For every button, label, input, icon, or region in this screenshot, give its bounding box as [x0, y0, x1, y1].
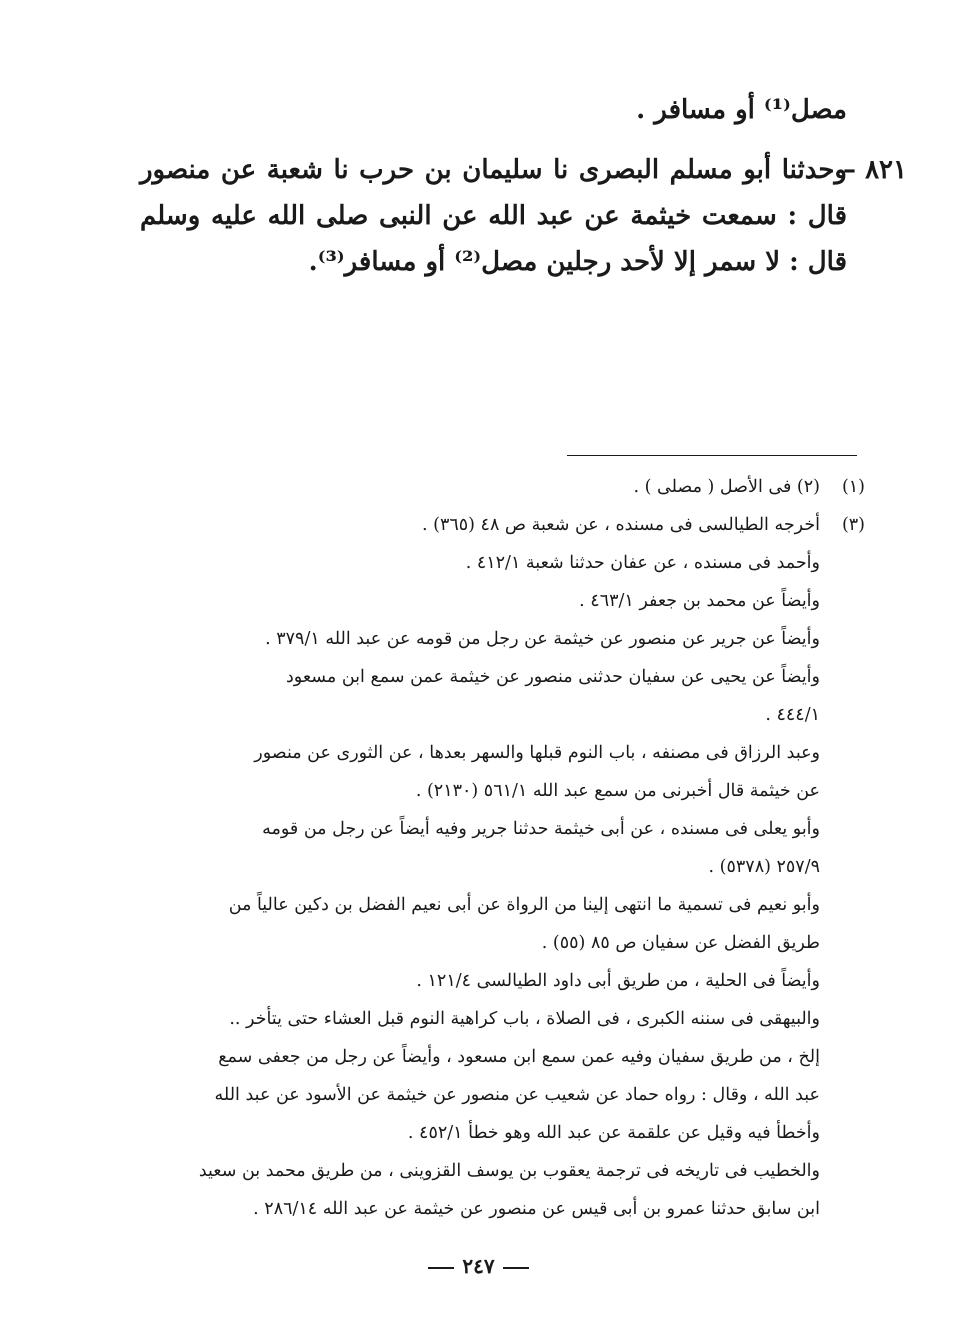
footnote-line: والبيهقى فى سننه الكبرى ، فى الصلاة ، باب كراهية النوم قبل العشاء حتى يتأخر ..	[229, 1009, 820, 1029]
footnote-line: وأيضاً عن جرير عن منصور عن خيثمة عن رجل من قومه عن عبد الله ٣٧٩/١ .	[265, 629, 820, 649]
footnote-line: وعبد الرزاق فى مصنفه ، باب النوم قبلها والسهر بعدها ، عن الثورى عن منصور	[254, 743, 820, 763]
footnote-number-3: (٣)	[841, 515, 865, 535]
footnote-line: وأيضاً فى الحلية ، من طريق أبى داود الطيالسى ١٢١/٤ .	[416, 971, 820, 991]
dash-right	[503, 1267, 529, 1269]
main-line-2: وحدثنا أبو مسلم البصرى نا سليمان بن حرب نا شعبة عن منصور	[140, 155, 847, 185]
page-number: ٢٤٧	[462, 1254, 495, 1278]
footnote-line: إلخ ، من طريق سفيان وفيه عمن سمع ابن مسعود ، وأيضاً عن رجل من جعفى سمع	[218, 1047, 820, 1067]
main-line-1: مصل⁽¹⁾ أو مسافر .	[636, 95, 847, 125]
page-number-footer	[0, 1254, 957, 1278]
footnote-line: وأحمد فى مسنده ، عن عفان حدثنا شعبة ٤١٢/١ .	[465, 553, 820, 573]
footnote-separator	[567, 455, 857, 456]
footnote-line: طريق الفضل عن سفيان ص ٨٥ (٥٥) .	[541, 933, 820, 953]
footnote-line: ٤٤٤/١ .	[765, 705, 820, 725]
hadith-number: ٨٢١ –	[843, 155, 907, 185]
main-line-4: قال : لا سمر إلا لأحد رجلين مصل⁽²⁾ أو مسافر⁽³⁾.	[308, 247, 847, 277]
footnote-1-text: (٢) فى الأصل ( مصلى ) .	[633, 477, 820, 497]
footnote-number-1: (١)	[841, 477, 865, 497]
footnote-line: وأيضاً عن يحيى عن سفيان حدثنى منصور عن خيثمة عمن سمع ابن مسعود	[286, 667, 820, 687]
footnote-line: عبد الله ، وقال : رواه حماد عن شعيب عن منصور عن خيثمة عن الأسود عن عبد الله	[214, 1085, 820, 1105]
footnote-line: ابن سابق حدثنا عمرو بن أبى قيس عن منصور عن خيثمة عن عبد الله ٢٨٦/١٤ .	[253, 1199, 820, 1219]
footnote-line: وأبو نعيم فى تسمية ما انتهى إلينا من الرواة عن أبى نعيم الفضل بن دكين عالياً من	[228, 895, 820, 915]
footnote-line: أخرجه الطيالسى فى مسنده ، عن شعبة ص ٤٨ (٣٦٥) .	[422, 515, 820, 535]
main-line-3: قال : سمعت خيثمة عن عبد الله عن النبى صلى الله عليه وسلم	[140, 201, 847, 231]
footnote-line: ٢٥٧/٩ (٥٣٧٨) .	[708, 857, 820, 877]
footnote-line: وأيضاً عن محمد بن جعفر ٤٦٣/١ .	[579, 591, 820, 611]
footnote-line: عن خيثمة قال أخبرنى من سمع عبد الله ٥٦١/١ (٢١٣٠) .	[415, 781, 820, 801]
footnote-line: وأخطأ فيه وقيل عن علقمة عن عبد الله وهو خطأ ٤٥٢/١ .	[407, 1123, 820, 1143]
footnote-line: والخطيب فى تاريخه فى ترجمة يعقوب بن يوسف القزوينى ، من طريق محمد بن سعيد	[198, 1161, 820, 1181]
dash-left	[428, 1267, 454, 1269]
footnote-line: وأبو يعلى فى مسنده ، عن أبى خيثمة حدثنا جرير وفيه أيضاً عن رجل من قومه	[262, 819, 820, 839]
